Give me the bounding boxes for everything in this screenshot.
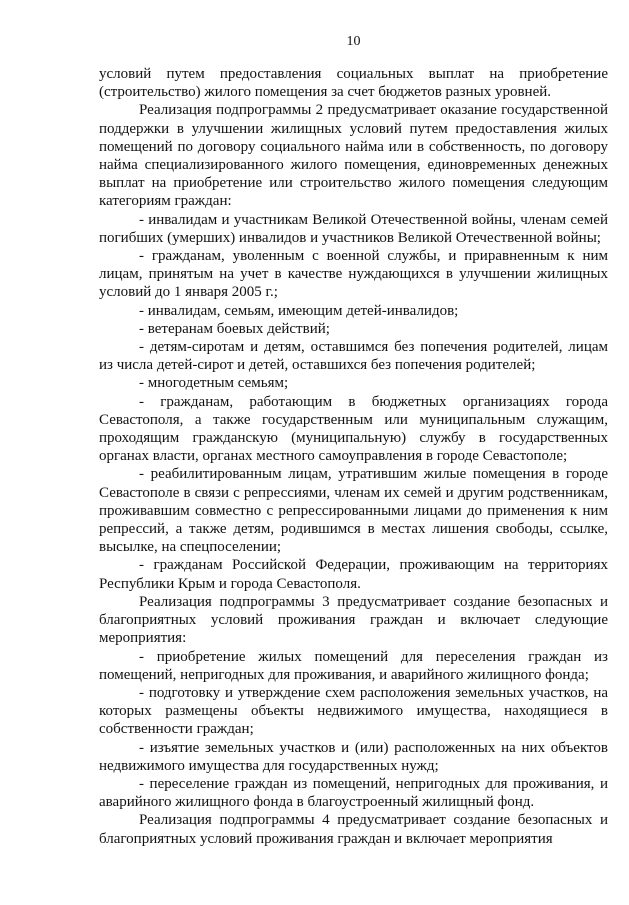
- list-item: - детям-сиротам и детям, оставшимся без попечения родителей, лицам из числа детей-сирот и детей, оставшихся без попечения родителей;: [99, 339, 608, 374]
- paragraph-subprogram-4-intro: Реализация подпрограммы 4 предусматривает создание безопасных и благоприятных условий проживания граждан и включает мероприятия: [99, 812, 608, 847]
- paragraph-subprogram-3-intro: Реализация подпрограммы 3 предусматривает создание безопасных и благоприятных условий проживания граждан и включает следующие мероприятия:: [99, 593, 608, 647]
- list-item: - переселение граждан из помещений, непригодных для проживания, и аварийного жилищного фонда в благоустроенный жилищный фонд.: [99, 775, 608, 811]
- list-item: - гражданам, уволенным с военной службы, и приравненным к ним лицам, принятым на учет в качестве нуждающихся в улучшении жилищных условий до 1 января 2005 г.;: [99, 248, 608, 301]
- list-item: - инвалидам, семьям, имеющим детей-инвалидов;: [139, 302, 459, 319]
- list-item: - инвалидам и участникам Великой Отечественной войны, членам семей погибших (умерших) инвалидов и участников Великой Отечественной войны;: [99, 211, 608, 246]
- list-item: - ветеранам боевых действий;: [139, 320, 330, 337]
- list-item: - гражданам, работающим в бюджетных организациях города Севастополя, а также государственным или муниципальным служащим, проходящим гражданскую (муниципальную) службу в государственных органах власти, органах местного самоуправления в городе Севастополе;: [99, 393, 608, 465]
- page-number: 10: [346, 34, 361, 49]
- list-item: - многодетным семьям;: [139, 375, 289, 392]
- list-item: - гражданам Российской Федерации, проживающим на территориях Республики Крым и города Севастополя.: [99, 557, 608, 592]
- list-item: - реабилитированным лицам, утратившим жилые помещения в городе Севастополе в связи с репрессиями, членам их семей и другим родственникам, проживавшим совместно с репрессированными лицами до применения к ним репрессий, а также детям, родившимся в местах лишения свободы, ссылке, высылке, на спецпоселении;: [99, 466, 608, 556]
- list-item: - приобретение жилых помещений для переселения граждан из помещений, непригодных для проживания, и аварийного жилищного фонда;: [99, 648, 608, 683]
- list-item: - изъятие земельных участков и (или) расположенных на них объектов недвижимого имущества для государственных нужд;: [99, 739, 608, 774]
- paragraph-continuation: условий путем предоставления социальных выплат на приобретение (строительство) жилого помещения за счет бюджетов разных уровней.: [99, 66, 608, 101]
- document-body: [99, 65, 608, 848]
- paragraph-subprogram-2-intro: Реализация подпрограммы 2 предусматривает оказание государственной поддержки в улучшении жилищных условий путем предоставления жилых помещений по договору социального найма или в собственность, по договору найма специализированного жилого помещения, единовременных денежных выплат на приобретение или строительство жилого помещения следующим категориям граждан:: [99, 102, 608, 210]
- list-item: - подготовку и утверждение схем расположения земельных участков, на которых размещены объекты недвижимого имущества, находящиеся в собственности граждан;: [99, 684, 608, 738]
